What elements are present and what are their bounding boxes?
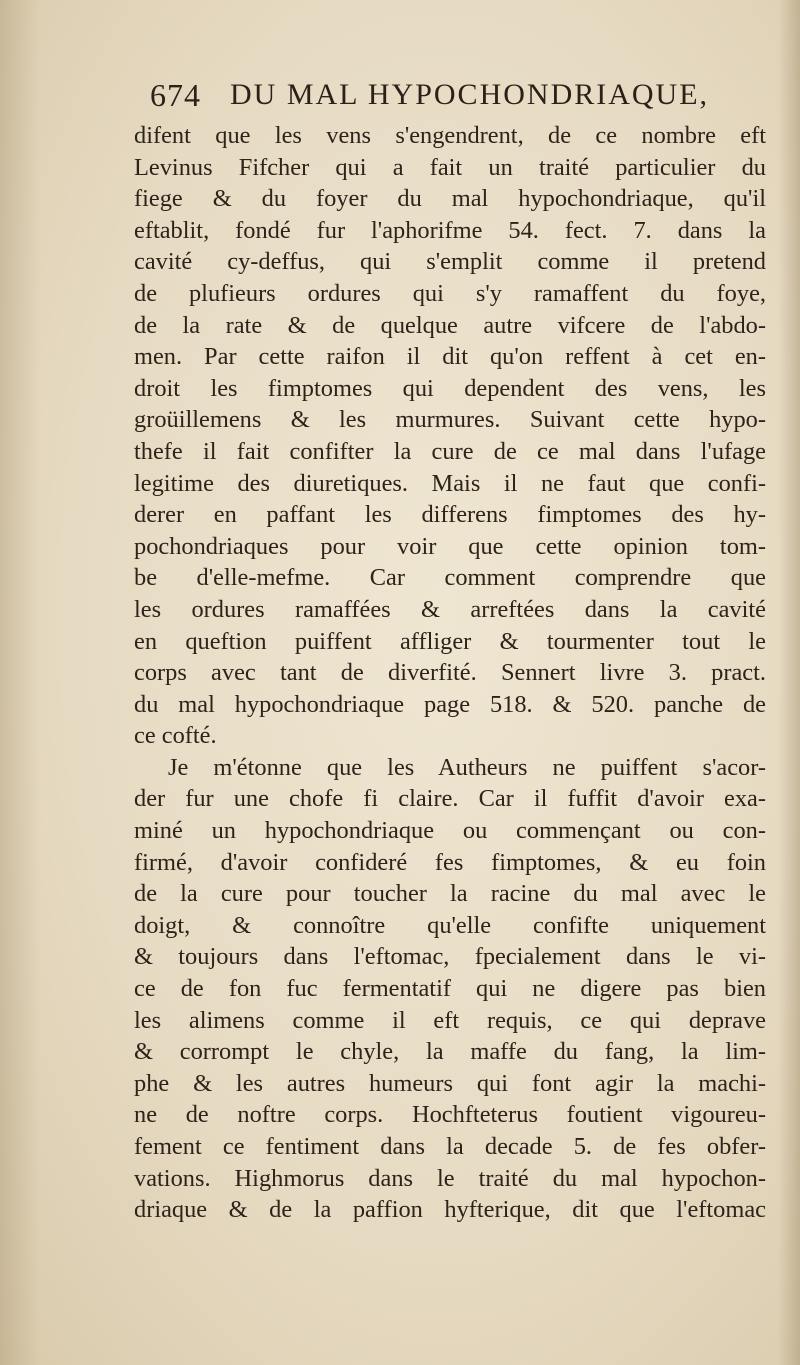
text-line: be d'elle-mefme. Car comment comprendre que (134, 564, 766, 592)
text-line: en queftion puiffent affliger & tourmenter tout le (134, 627, 766, 655)
text-line: cavité cy-deffus, qui s'emplit comme il pretend (134, 248, 766, 276)
text-line: miné un hypochondriaque ou commençant ou con- (134, 817, 766, 845)
text-line: der fur une chofe fi claire. Car il fuffit d'avoir exa- (134, 785, 766, 813)
text-line: droit les fimptomes qui dependent des vens, les (134, 374, 766, 402)
text-line: driaque & de la paffion hyfterique, dit que l'eftomac (134, 1196, 766, 1224)
text-line: & corrompt le chyle, la maffe du fang, la lim- (134, 1038, 766, 1066)
text-line: les alimens comme il eft requis, ce qui deprave (134, 1006, 766, 1034)
text-line: du mal hypochondriaque page 518. & 520. panche de (134, 690, 766, 718)
text-line: doigt, & connoître qu'elle confifte uniquement (134, 911, 766, 939)
text-line: de la rate & de quelque autre vifcere de l'abdo- (134, 311, 766, 339)
text-line: men. Par cette raifon il dit qu'on reffent à cet en- (134, 343, 766, 371)
text-line: Je m'étonne que les Autheurs ne puiffent s'acor- (168, 753, 766, 781)
text-line: de plufieurs ordures qui s'y ramaffent du foye, (134, 279, 766, 307)
text-line: vations. Highmorus dans le traité du mal hypochon- (134, 1164, 766, 1192)
body-text (134, 120, 766, 1226)
text-line: ne de noftre corps. Hochfteterus foutient vigoureu- (134, 1101, 766, 1129)
text-line: derer en paffant les differens fimptomes des hy- (134, 501, 766, 529)
text-line: fiege & du foyer du mal hypochondriaque, qu'il (134, 185, 766, 213)
text-line: fement ce fentiment dans la decade 5. de fes obfer- (134, 1133, 766, 1160)
page-left-shadow (0, 0, 40, 1365)
text-line: difent que les vens s'engendrent, de ce nombre eft (134, 122, 766, 149)
text-line: phe & les autres humeurs qui font agir la machi- (134, 1069, 766, 1097)
text-line: ce de fon fuc fermentatif qui ne digere pas bien (134, 975, 766, 1003)
page-right-shadow (778, 0, 800, 1365)
text-line: thefe il fait confifter la cure de ce mal dans l'ufage (134, 437, 766, 465)
text-line: eftablit, fondé fur l'aphorifme 54. fect. 7. dans la (134, 216, 766, 244)
text-line: pochondriaques pour voir que cette opinion tom- (134, 532, 766, 560)
text-line: & toujours dans l'eftomac, fpecialement dans le vi- (134, 943, 766, 971)
text-line: corps avec tant de diverfité. Sennert livre 3. pract. (134, 659, 766, 687)
text-line: ce cofté. (134, 722, 217, 750)
text-line: les ordures ramaffées & arreftées dans la cavité (134, 595, 766, 623)
text-line: legitime des diuretiques. Mais il ne faut que confi- (134, 469, 766, 497)
text-line: firmé, d'avoir confideré fes fimptomes, & eu foin (134, 848, 766, 876)
page-number: 674 (150, 77, 201, 113)
text-line: Levinus Fifcher qui a fait un traité particulier du (134, 153, 766, 181)
text-line: de la cure pour toucher la racine du mal avec le (134, 880, 766, 908)
running-title: DU MAL HYPOCHONDRIAQUE, (230, 78, 710, 111)
text-line: groüillemens & les murmures. Suivant cette hypo- (134, 406, 766, 434)
page-header (150, 72, 720, 118)
